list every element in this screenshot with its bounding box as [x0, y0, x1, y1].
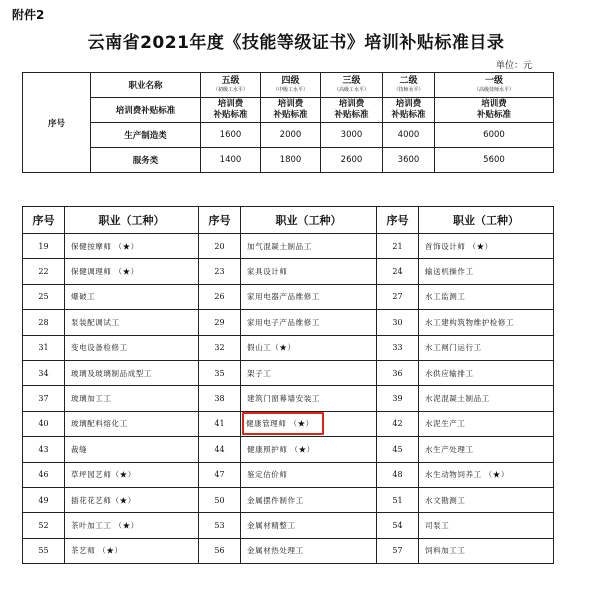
level-2-header: 二级 （技师水平）	[383, 73, 435, 98]
amount-cell: 1600	[201, 123, 261, 148]
occupation-cell	[241, 411, 377, 436]
table-row	[23, 234, 554, 259]
table-row	[23, 437, 554, 462]
occupation-cell: 鉴定估价师	[241, 462, 377, 487]
highlighted-occupation: 健康管理师 （★）	[242, 412, 324, 435]
seq-cell: 31	[23, 335, 65, 360]
seq-cell: 43	[23, 437, 65, 462]
amount-cell: 2600	[321, 148, 383, 173]
standard-cell: 培训费 补贴标准	[383, 98, 435, 123]
page-title: 云南省2021年度《技能等级证书》培训补贴标准目录	[87, 33, 505, 53]
seq-cell: 48	[377, 462, 419, 487]
standard-cell: 培训费 补贴标准	[321, 98, 383, 123]
table-row	[23, 538, 554, 563]
seq-cell: 57	[377, 538, 419, 563]
subsidy-standard-table	[22, 72, 554, 173]
table-row	[23, 360, 554, 385]
occupation-cell: 插花花艺师（★）	[65, 487, 199, 512]
seq-cell: 56	[199, 538, 241, 563]
seq-cell: 49	[23, 487, 65, 512]
amount-cell: 1800	[261, 148, 321, 173]
occupation-name-header: 职业名称	[91, 73, 201, 98]
occupation-cell: 玻璃及玻璃制品成型工	[65, 360, 199, 385]
seq-cell: 42	[377, 411, 419, 436]
seq-cell: 22	[23, 259, 65, 284]
row-label: 服务类	[91, 148, 201, 173]
occupation-cell: 水工建构筑物维护检修工	[419, 310, 554, 335]
occupation-cell: 水供应输排工	[419, 360, 554, 385]
unit-label: 单位：元	[495, 61, 532, 71]
occupation-cell: 金属摆件制作工	[241, 487, 377, 512]
occupation-cell: 家用电器产品维修工	[241, 284, 377, 309]
seq-cell: 29	[199, 310, 241, 335]
occupation-cell: 水泥混凝土制品工	[419, 386, 554, 411]
occupation-cell: 水生产处理工	[419, 437, 554, 462]
standard-label: 培训费补贴标准	[91, 98, 201, 123]
amount-cell: 3600	[383, 148, 435, 173]
seq-cell: 30	[377, 310, 419, 335]
seq-cell: 27	[377, 284, 419, 309]
seq-cell: 38	[199, 386, 241, 411]
occupation-cell: 茶叶加工工 （★）	[65, 513, 199, 538]
seq-cell: 25	[23, 284, 65, 309]
occupation-cell: 泵装配调试工	[65, 310, 199, 335]
seq-cell: 55	[23, 538, 65, 563]
amount-cell: 2000	[261, 123, 321, 148]
standard-cell: 培训费 补贴标准	[261, 98, 321, 123]
occupation-cell: 水生动物饲养工 （★）	[419, 462, 554, 487]
row-label: 生产制造类	[91, 123, 201, 148]
seq-cell: 52	[23, 513, 65, 538]
occupation-cell: 金属材精整工	[241, 513, 377, 538]
seq-column-header: 序号	[23, 207, 65, 234]
occupation-column-header: 职业（工种）	[65, 207, 199, 234]
occupation-cell: 茶艺师 （★）	[65, 538, 199, 563]
seq-cell: 44	[199, 437, 241, 462]
seq-cell: 20	[199, 234, 241, 259]
amount-cell: 5600	[435, 148, 554, 173]
seq-cell: 33	[377, 335, 419, 360]
seq-header: 序号	[23, 73, 91, 173]
seq-cell: 54	[377, 513, 419, 538]
occupation-cell: 保健调理师 （★）	[65, 259, 199, 284]
standard-cell: 培训费 补贴标准	[435, 98, 554, 123]
manufacturing-row	[23, 123, 554, 148]
seq-cell: 39	[377, 386, 419, 411]
occupation-cell: 健康照护师 （★）	[241, 437, 377, 462]
occupation-cell: 架子工	[241, 360, 377, 385]
level-4-header: 四级 （中级工水平）	[261, 73, 321, 98]
occupation-cell: 草坪园艺师（★）	[65, 462, 199, 487]
occupation-cell: 家具设计师	[241, 259, 377, 284]
occupation-cell: 水工闸门运行工	[419, 335, 554, 360]
table-row	[23, 462, 554, 487]
table-row	[23, 259, 554, 284]
occupation-cell: 水工监测工	[419, 284, 554, 309]
level-3-header: 三级 （高级工水平）	[321, 73, 383, 98]
occupation-cell: 饲料加工工	[419, 538, 554, 563]
seq-cell: 34	[23, 360, 65, 385]
occupation-cell: 家用电子产品维修工	[241, 310, 377, 335]
occupation-cell: 玻璃配料熔化工	[65, 411, 199, 436]
occupation-cell: 加气混凝土制品工	[241, 234, 377, 259]
seq-cell: 50	[199, 487, 241, 512]
seq-cell: 23	[199, 259, 241, 284]
seq-cell: 45	[377, 437, 419, 462]
seq-cell: 21	[377, 234, 419, 259]
occupation-cell: 爆破工	[65, 284, 199, 309]
occupation-cell: 首饰设计师 （★）	[419, 234, 554, 259]
seq-cell: 41	[199, 411, 241, 436]
seq-column-header: 序号	[377, 207, 419, 234]
level-5-header: 五级 （初级工水平）	[201, 73, 261, 98]
seq-cell: 26	[199, 284, 241, 309]
amount-cell: 1400	[201, 148, 261, 173]
occupation-column-header: 职业（工种）	[241, 207, 377, 234]
table-row	[23, 411, 554, 436]
seq-cell: 40	[23, 411, 65, 436]
attachment-label: 附件2	[12, 8, 45, 22]
occupation-column-header: 职业（工种）	[419, 207, 554, 234]
table-row	[23, 513, 554, 538]
table-row	[23, 386, 554, 411]
occupation-cell: 变电设备检修工	[65, 335, 199, 360]
occupation-cell: 裁缝	[65, 437, 199, 462]
seq-cell: 32	[199, 335, 241, 360]
seq-cell: 19	[23, 234, 65, 259]
seq-cell: 51	[377, 487, 419, 512]
seq-cell: 36	[377, 360, 419, 385]
occupation-cell: 保健按摩师 （★）	[65, 234, 199, 259]
standard-cell: 培训费 补贴标准	[201, 98, 261, 123]
amount-cell: 3000	[321, 123, 383, 148]
seq-column-header: 序号	[199, 207, 241, 234]
table-row	[23, 487, 554, 512]
occupation-cell: 金属材热处理工	[241, 538, 377, 563]
occupation-cell: 司泵工	[419, 513, 554, 538]
seq-cell: 53	[199, 513, 241, 538]
occupation-cell: 玻璃加工工	[65, 386, 199, 411]
occupation-cell: 水泥生产工	[419, 411, 554, 436]
table-row	[23, 335, 554, 360]
level-1-header: 一级 （高级技师水平）	[435, 73, 554, 98]
amount-cell: 4000	[383, 123, 435, 148]
occupation-cell: 假山工（★）	[241, 335, 377, 360]
service-row	[23, 148, 554, 173]
seq-cell: 24	[377, 259, 419, 284]
table-row	[23, 310, 554, 335]
occupation-cell: 建筑门窗幕墙安装工	[241, 386, 377, 411]
seq-cell: 47	[199, 462, 241, 487]
seq-cell: 35	[199, 360, 241, 385]
amount-cell: 6000	[435, 123, 554, 148]
seq-cell: 28	[23, 310, 65, 335]
seq-cell: 37	[23, 386, 65, 411]
seq-cell: 46	[23, 462, 65, 487]
table-row	[23, 284, 554, 309]
occupation-cell: 水文勘测工	[419, 487, 554, 512]
occupation-catalog-table	[22, 206, 554, 564]
occupation-cell: 输送机操作工	[419, 259, 554, 284]
